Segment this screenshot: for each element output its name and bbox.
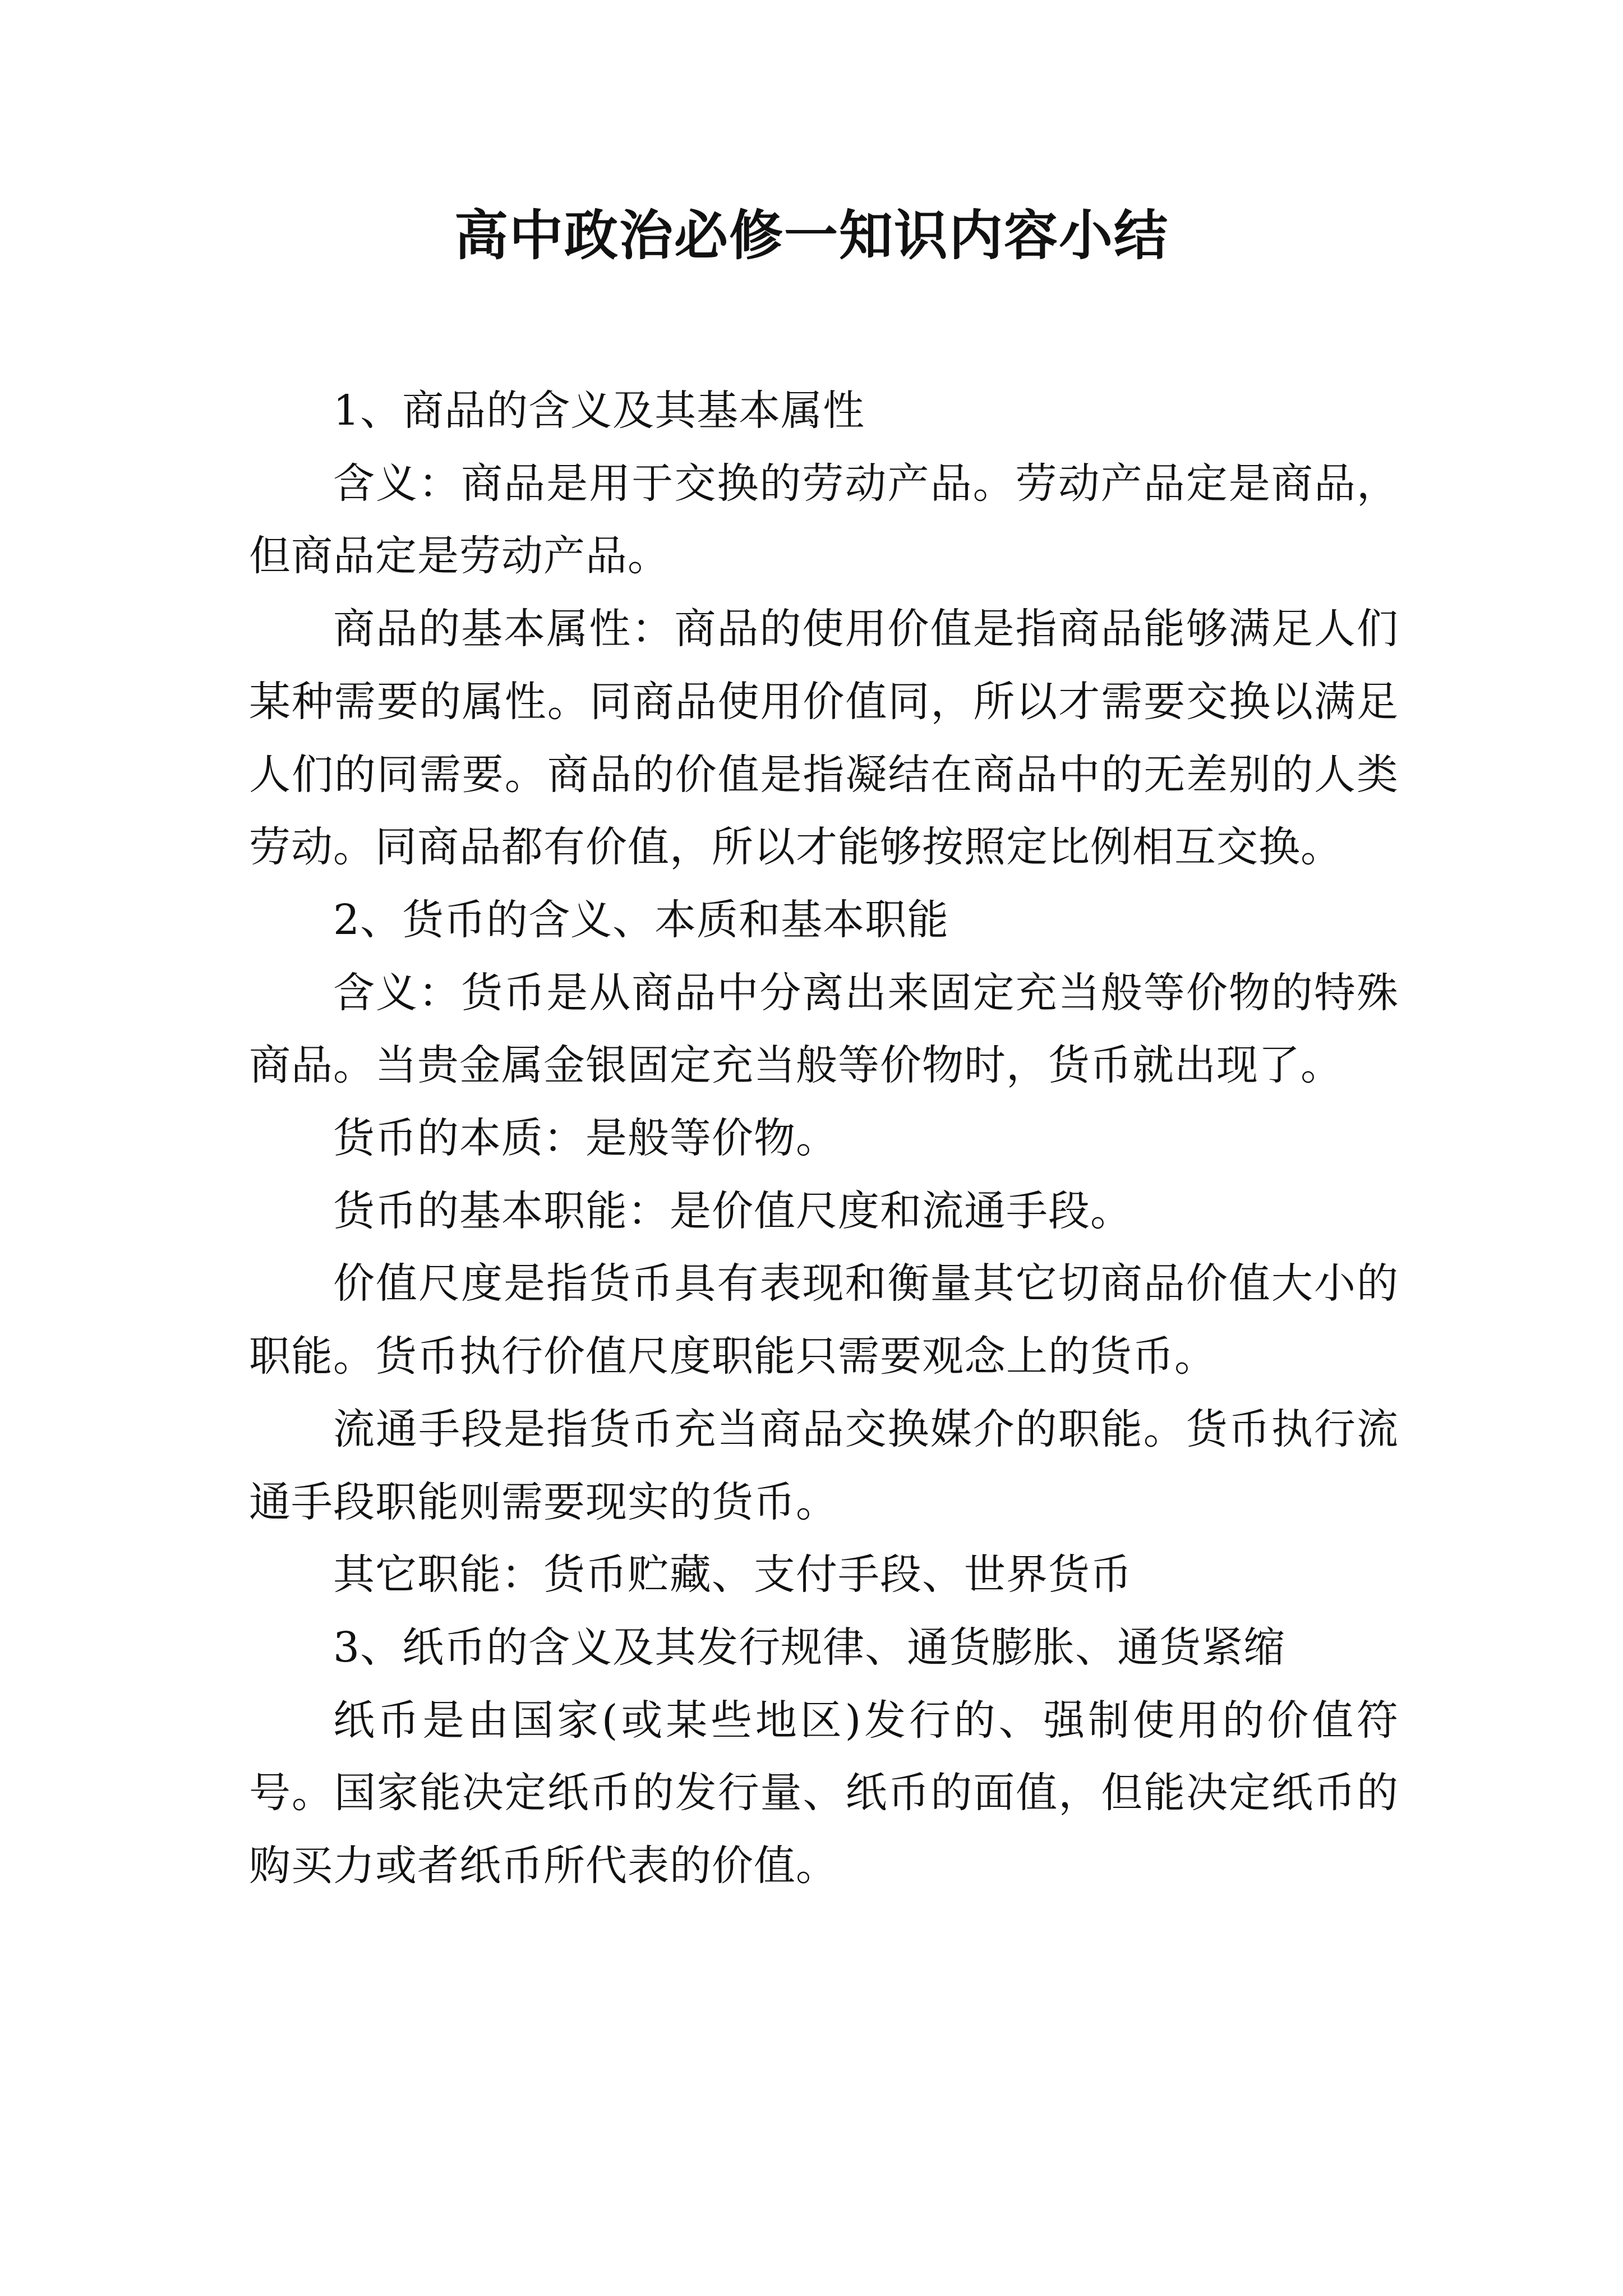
document-body [249,375,1399,1903]
paragraph: 商品的基本属性：商品的使用价值是指商品能够满足人们某种需要的属性。同商品使用价值同，所以才需要交换以满足人们的同需要。商品的价值是指凝结在商品中的无差别的人类劳动。同商品都有价值，所以才能够按照定比例相互交换。 [249,605,1399,872]
paragraph: 含义：货币是从商品中分离出来固定充当般等价物的特殊商品。当贵金属金银固定充当般等价物时，货币就出现了。 [249,968,1399,1090]
paragraph: 货币的基本职能：是价值尺度和流通手段。 [333,1186,1132,1235]
paragraph: 其它职能：货币贮藏、支付手段、世界货币 [333,1550,1132,1599]
section-heading-3: 3、纸币的含义及其发行规律、通货膨胀、通货紧缩 [333,1623,1286,1672]
paragraph: 货币的本质：是般等价物。 [333,1114,838,1163]
section-heading-2: 2、货币的含义、本质和基本职能 [333,895,949,944]
paragraph: 含义：商品是用于交换的劳动产品。劳动产品定是商品，但商品定是劳动产品。 [249,459,1399,581]
section-heading-1: 1、商品的含义及其基本属性 [333,386,865,435]
paragraph: 价值尺度是指货币具有表现和衡量其它切商品价值大小的职能。货币执行价值尺度职能只需要观念上的货币。 [249,1259,1399,1381]
document-title: 高中政治必修一知识内容小结 [454,204,1169,267]
paragraph: 纸币是由国家(或某些地区)发行的、强制使用的价值符号。国家能决定纸币的发行量、纸币的面值，但能决定纸币的购买力或者纸币所代表的价值。 [249,1696,1399,1890]
paragraph: 流通手段是指货币充当商品交换媒介的职能。货币执行流通手段职能则需要现实的货币。 [249,1405,1399,1526]
